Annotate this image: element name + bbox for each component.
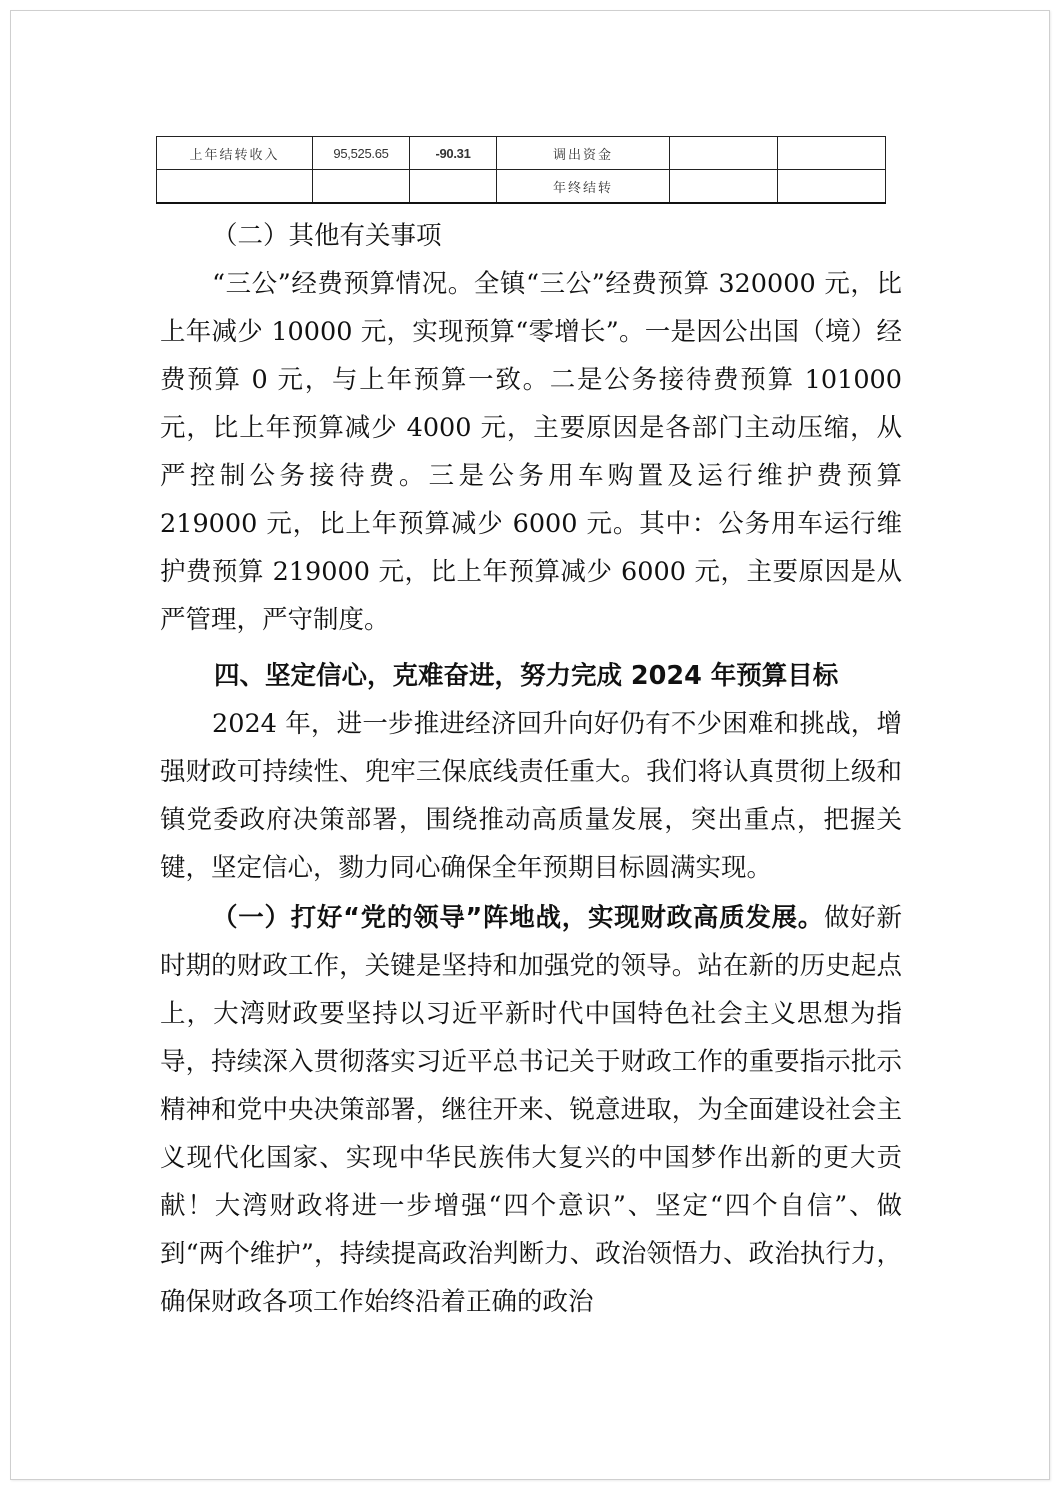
table-cell-expense-label: 年终结转 [497, 170, 670, 204]
table-cell-empty [778, 170, 886, 204]
budget-table [156, 136, 886, 204]
table-cell-empty [778, 137, 886, 170]
table-cell-income-label [157, 170, 313, 204]
table-row [157, 170, 886, 204]
table-cell-empty [670, 170, 778, 204]
paragraph-party-leadership [160, 894, 902, 1326]
subsection-body-party-leadership: 做好新时期的财政工作，关键是坚持和加强党的领导。站在新的历史起点上，大湾财政要坚持以习近平新时代中国特色社会主义思想为指导，持续深入贯彻落实习近平总书记关于财政工作的重要指示批示精神和党中央决策部署，继往开来、锐意进取，为全面建设社会主义现代化国家、实现中华民族伟大复兴的中国梦作出新的更大贡献！大湾财政将进一步增强“四个意识”、坚定“四个自信”、做到“两个维护”，持续提高政治判断力、政治领悟力、政治执行力，确保财政各项工作始终沿着正确的政治 [160, 903, 902, 1317]
table-row [157, 137, 886, 170]
paragraph-2024-intro: 2024 年，进一步推进经济回升向好仍有不少困难和挑战，增强财政可持续性、兜牢三保底线责任重大。我们将认真贯彻上级和镇党委政府决策部署，围绕推动高质量发展，突出重点，把握关键，坚定信心，勠力同心确保全年预期目标圆满实现。 [160, 709, 902, 883]
section-heading-other-matters: （二）其他有关事项 [212, 221, 442, 251]
table-cell-expense-label: 调出资金 [497, 137, 670, 170]
subsection-title-party-leadership: （一）打好“党的领导”阵地战，实现财政高质发展。 [212, 903, 825, 933]
paragraph-three-public-expenses: “三公”经费预算情况。全镇“三公”经费预算 320000 元，比上年减少 10000 元，实现预算“零增长”。一是因公出国（境）经费预算 0 元，与上年预算一致。二是公务接待费预算 101000 元，比上年预算减少 4000 元，主要原因是各部门主动压缩，从严控制公务接待费。三是公务用车购置及运行维护费预算 219000 元，比上年预算减少 6000 元。其中：公务用车运行维护费预算 219000 元，比上年预算减少 6000 元，主要原因是从严管理，严守制度。 [160, 269, 902, 635]
section-heading-2024-budget-goals: 四、坚定信心，克难奋进，努力完成 2024 年预算目标 [214, 661, 839, 691]
table-cell-amount: 95,525.65 [313, 137, 410, 170]
table-cell-amount [313, 170, 410, 204]
table-cell-empty [670, 137, 778, 170]
table-cell-income-label: 上年结转收入 [157, 137, 313, 170]
table-cell-change [410, 170, 497, 204]
table-cell-change: -90.31 [410, 137, 497, 170]
